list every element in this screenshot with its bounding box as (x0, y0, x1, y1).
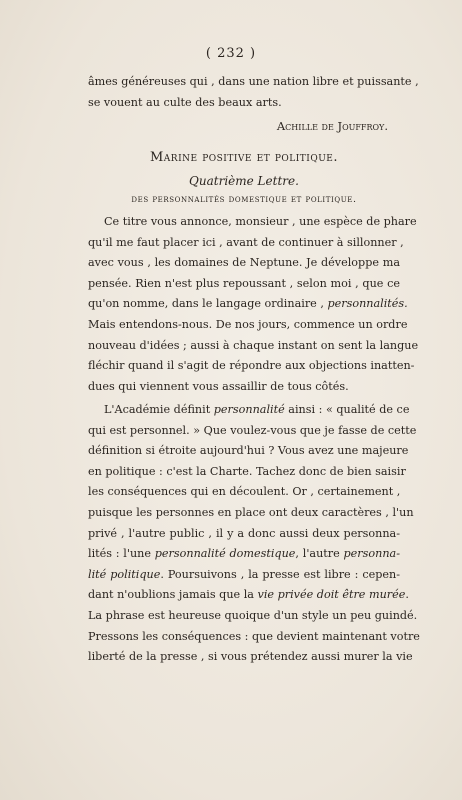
text-line (88, 544, 400, 565)
signature: Achille de Jouffroy. (276, 119, 388, 133)
text-line: fléchir quand il s'agit de répondre aux objections inatten- (88, 359, 415, 373)
article-subtitle: Quatrième Lettre. (189, 174, 299, 188)
text-line (88, 294, 408, 315)
text-line (88, 565, 400, 586)
article-title: Marine positive et politique. (149, 150, 339, 165)
page-number: ( 232 ) (205, 46, 257, 61)
text-line: dues qui viennent vous assaillir de tous côtés. (88, 379, 349, 393)
italic-term: vie privée doit être murée (257, 588, 406, 602)
text-line: qu'il me faut placer ici , avant de continuer à sillonner , (88, 235, 404, 249)
text-line: Pressons les conséquences : que devient maintenant votre (88, 629, 420, 643)
text-fragment: qu'on nomme, dans le langage ordinaire , (88, 297, 324, 311)
section-heading: des personnalités domestique et politique. (131, 194, 357, 205)
text-fragment: . (405, 588, 409, 602)
text-line (88, 585, 409, 606)
text-line: puisque les personnes en place ont deux caractères , l'un (88, 505, 414, 519)
text-line: liberté de la presse , si vous prétendez aussi murer la vie (88, 650, 413, 664)
text-line (88, 400, 410, 421)
text-fragment: lités : l'une (88, 547, 151, 561)
paragraph-2 (88, 400, 420, 668)
paragraph-1 (88, 212, 419, 397)
text-line: pensée. Rien n'est plus repoussant , selon moi , que ce (88, 276, 400, 290)
text-line: privé , l'autre public , il y a donc aussi deux personna- (88, 526, 400, 540)
text-line: nouveau d'idées ; aussi à chaque instant on sent la langue (88, 338, 419, 352)
opening-text (88, 72, 419, 113)
text-line: en politique : c'est la Charte. Tachez donc de bien saisir (88, 464, 406, 478)
italic-term: personna- (343, 547, 400, 561)
text-line: Mais entendons-nous. De nos jours, commence un ordre (88, 317, 408, 331)
text-line: les conséquences qui en découlent. Or , certainement , (88, 485, 401, 499)
text-line: avec vous , les domaines de Neptune. Je développe ma (88, 256, 400, 270)
text-line: qui est personnel. » Que voulez-vous que je fasse de cette (88, 423, 417, 437)
italic-term: personnalités. (327, 297, 408, 311)
italic-term: personnalité domestique (154, 547, 296, 561)
text-line: La phrase est heureuse quoique d'un style un peu guindé. (88, 608, 418, 622)
italic-term: lité politique (88, 567, 161, 581)
text-fragment: , l'autre (295, 547, 340, 561)
text-fragment: . Poursuivons , la presse est libre : cepen- (160, 567, 400, 581)
text-fragment: dant n'oublions jamais que la (88, 588, 254, 602)
text-line: Ce titre vous annonce, monsieur , une espèce de phare (104, 215, 417, 228)
text-line: âmes généreuses qui , dans une nation libre et puissante , (88, 75, 419, 88)
italic-term: personnalité (213, 403, 285, 416)
text-fragment: L'Académie définit (104, 403, 211, 416)
text-fragment: ainsi : « qualité de ce (288, 403, 410, 416)
text-line: se vouent au culte des beaux arts. (88, 95, 282, 109)
text-line: définition si étroite aujourd'hui ? Vous avez une majeure (88, 444, 409, 458)
